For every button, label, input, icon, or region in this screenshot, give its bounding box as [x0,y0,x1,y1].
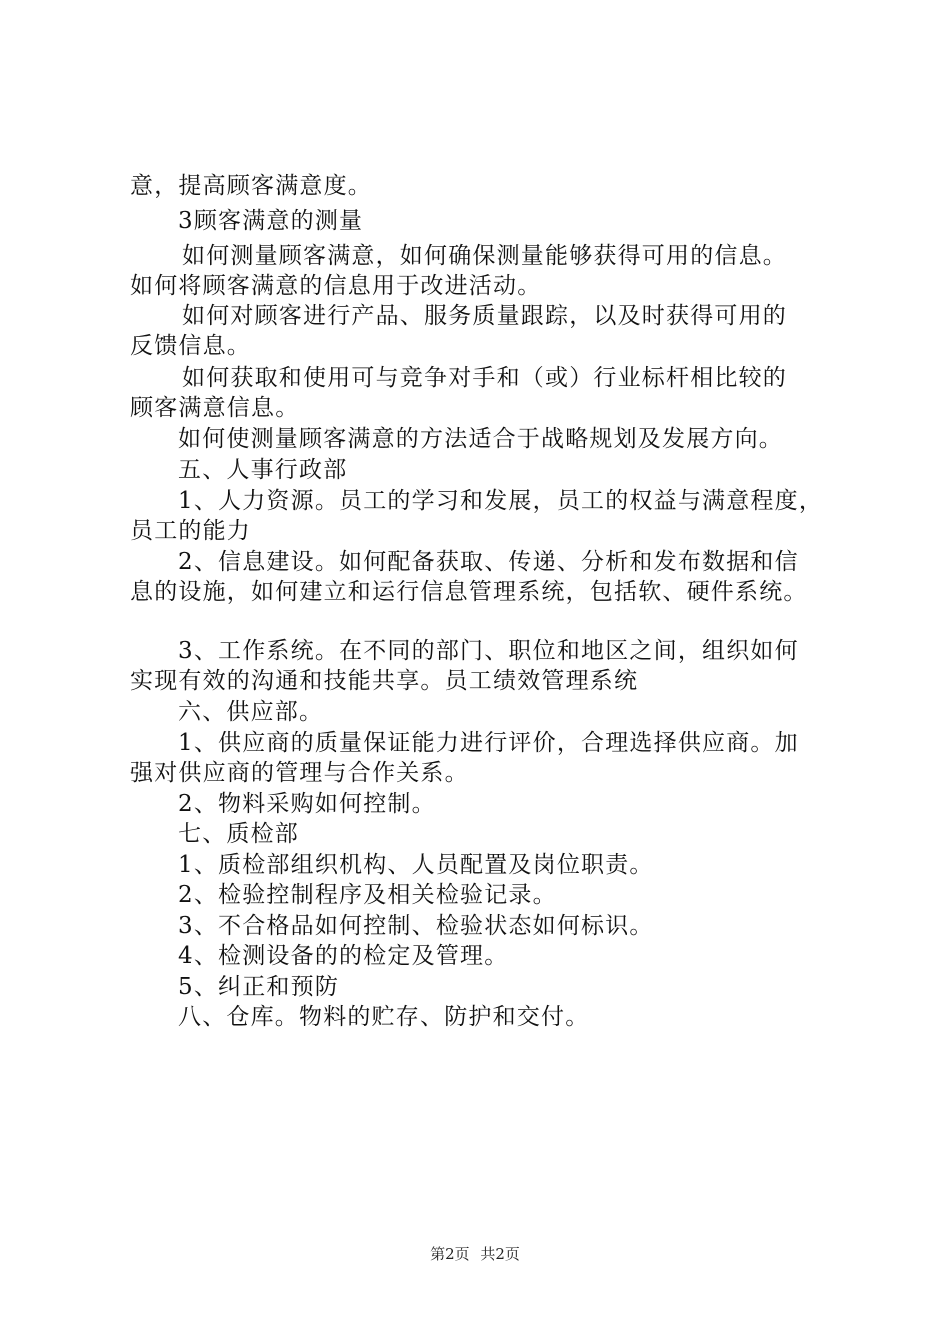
text-line: 息的设施，如何建立和运行信息管理系统，包括软、硬件系统。 [130,579,808,605]
section-heading: 3顾客满意的测量 [178,208,364,234]
text-line: 2、信息建设。如何配备获取、传递、分析和发布数据和信 [178,549,799,575]
text-line: 意，提高顾客满意度。 [130,173,372,199]
text-line: 1、质检部组织机构、人员配置及岗位职责。 [178,852,654,878]
section-heading: 八、仓库。物料的贮存、防护和交付。 [178,1004,590,1030]
text-line: 如何对顾客进行产品、服务质量跟踪，以及时获得可用的 [182,303,787,329]
text-line: 员工的能力 [130,518,251,544]
page-footer [0,1244,950,1264]
text-line: 如何测量顾客满意，如何确保测量能够获得可用的信息。 [182,243,787,269]
section-heading: 七、质检部 [178,821,299,847]
text-line: 1、人力资源。员工的学习和发展，员工的权益与满意程度， [178,488,824,514]
text-line: 5、纠正和预防 [178,974,340,1000]
text-line: 3、工作系统。在不同的部门、职位和地区之间，组织如何 [178,638,799,664]
text-line: 顾客满意信息。 [130,395,300,421]
text-line: 1、供应商的质量保证能力进行评价，合理选择供应商。加 [178,730,799,756]
section-heading: 六、供应部。 [178,699,324,725]
text-line: 如何使测量顾客满意的方法适合于战略规划及发展方向。 [178,426,783,452]
text-line: 如何获取和使用可与竞争对手和（或）行业标杆相比较的 [182,365,787,391]
text-line: 2、物料采购如何控制。 [178,791,436,817]
page-number: 第2页 [430,1245,470,1263]
text-line: 2、检验控制程序及相关检验记录。 [178,882,557,908]
text-line: 反馈信息。 [130,333,251,359]
text-line: 强对供应商的管理与合作关系。 [130,760,469,786]
text-line: 4、检测设备的的检定及管理。 [178,943,509,969]
text-line: 3、不合格品如何控制、检验状态如何标识。 [178,913,654,939]
page-total: 共2页 [480,1245,520,1263]
text-line: 实现有效的沟通和技能共享。员工绩效管理系统 [130,668,639,694]
section-heading: 五、人事行政部 [178,457,348,483]
text-line: 如何将顾客满意的信息用于改进活动。 [130,273,542,299]
